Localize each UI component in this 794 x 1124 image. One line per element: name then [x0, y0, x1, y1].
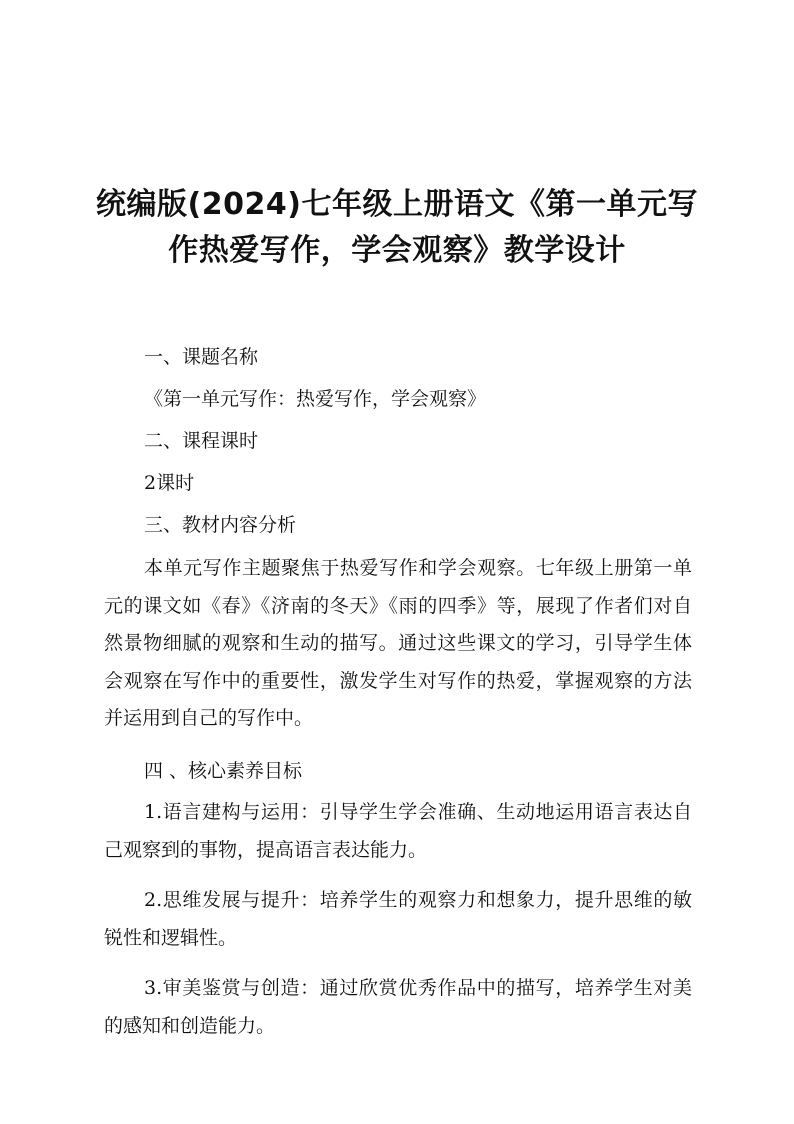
section-heading-3: 三、教材内容分析 — [144, 514, 297, 536]
section-body-2: 2课时 — [144, 472, 195, 494]
objective-item-2: 2.思维发展与提升：培养学生的观察力和想象力，提升思维的敏锐性和逻辑性。 — [104, 889, 692, 949]
section-heading-4: 四 、核心素养目标 — [144, 760, 303, 782]
section-heading-2: 二、课程课时 — [144, 430, 259, 452]
document-title: 统编版(2024)七年级上册语文《第一单元写作热爱写作，学会观察》教学设计 — [96, 187, 698, 268]
section-paragraph-3: 本单元写作主题聚焦于热爱写作和学会观察。七年级上册第一单元的课文如《春》《济南的冬天》《雨的四季》等，展现了作者们对自然景物细腻的观察和生动的描写。通过这些课文的学习，引导学生体会观察在写作中的重要性，激发学生对写作的热爱，掌握观察的方法并运用到自己的写作中。 — [104, 557, 692, 729]
section-body-1: 《第一单元写作：热爱写作，学会观察》 — [144, 388, 487, 410]
section-heading-1: 一、课题名称 — [144, 346, 259, 368]
objective-item-1: 1.语言建构与运用：引导学生学会准确、生动地运用语言表达自己观察到的事物，提高语言表达能力。 — [104, 801, 692, 861]
objective-item-3: 3.审美鉴赏与创造：通过欣赏优秀作品中的描写，培养学生对美的感知和创造能力。 — [104, 977, 692, 1037]
